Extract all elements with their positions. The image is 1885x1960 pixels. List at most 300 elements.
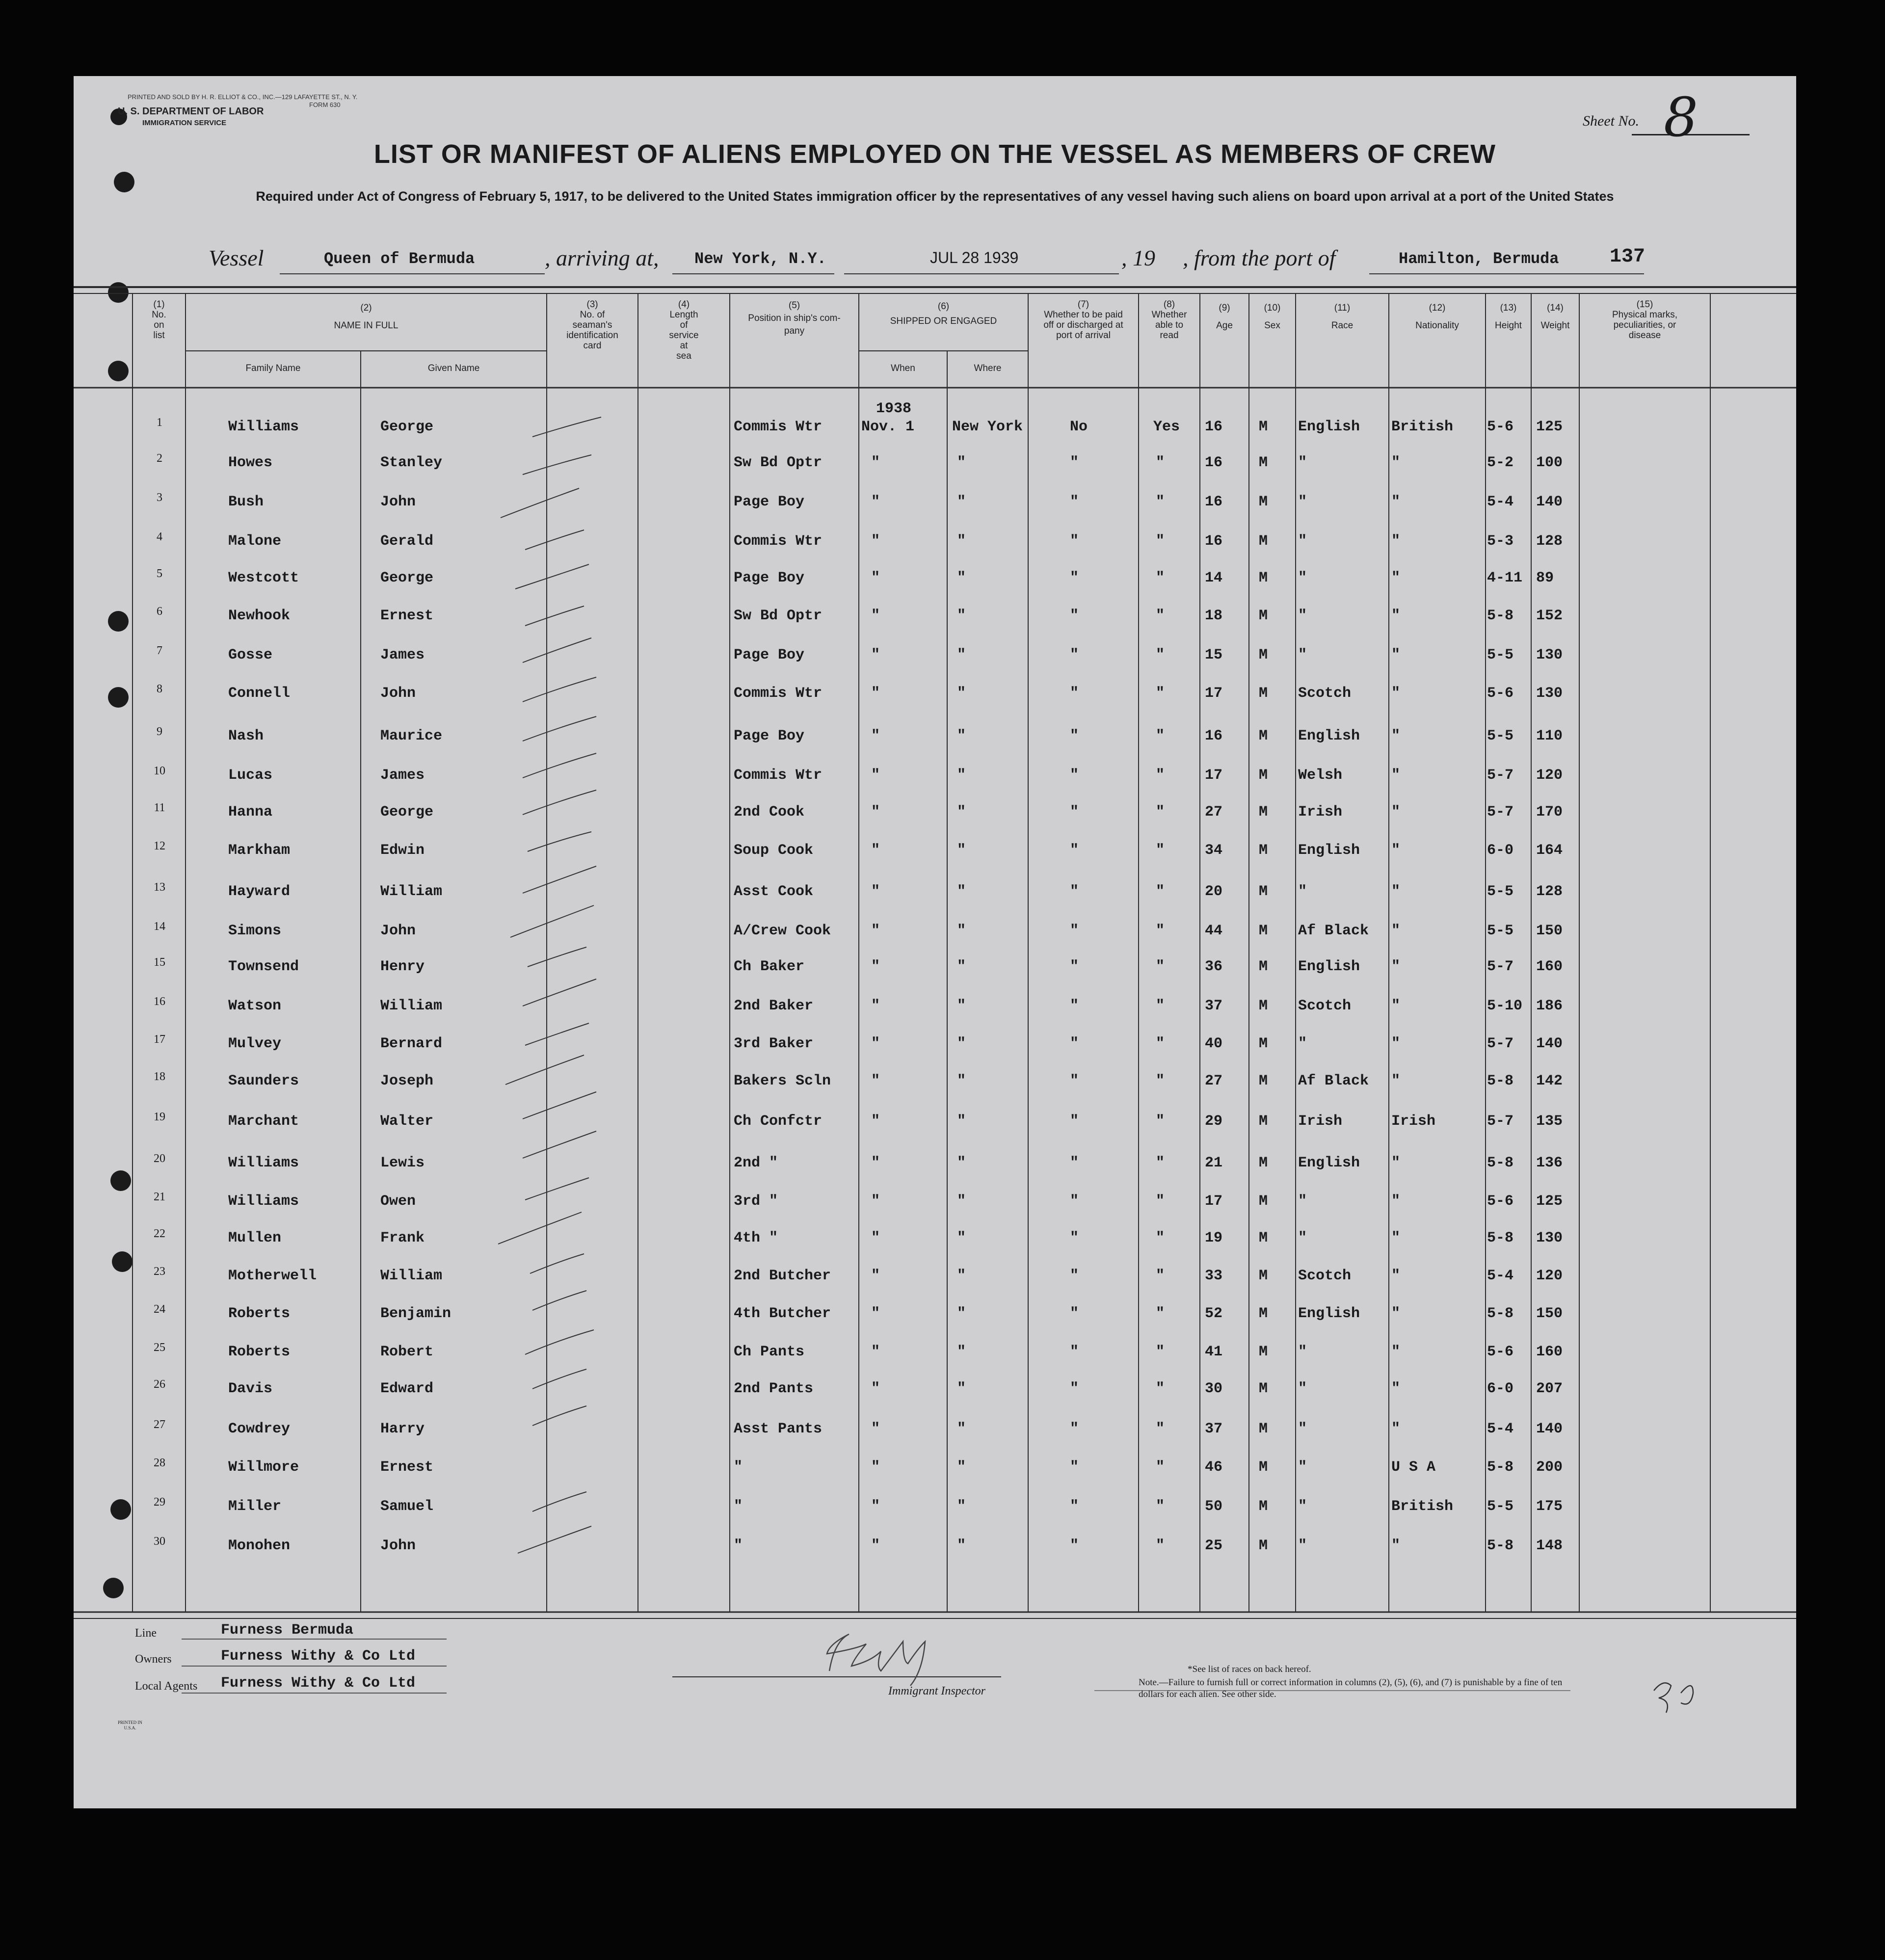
cell-read: " — [1156, 454, 1165, 471]
cell-position: 2nd " — [734, 1155, 778, 1171]
cell-given: James — [380, 647, 425, 663]
col-header-nationality: (12) Nationality — [1415, 303, 1459, 331]
cell-read: " — [1156, 1421, 1165, 1437]
cell-paid: " — [1070, 1268, 1079, 1284]
col-header-age: (9) Age — [1216, 303, 1233, 331]
cell-given: Frank — [380, 1230, 425, 1246]
cell-position: 2nd Baker — [734, 998, 814, 1014]
cell-nat: " — [1391, 998, 1401, 1014]
col-header-weight: (14) Weight — [1540, 303, 1570, 331]
cell-when: Nov. 1 — [861, 419, 915, 435]
cell-position: " — [734, 1537, 743, 1554]
cell-sex: M — [1259, 494, 1268, 510]
cell-sex: M — [1259, 1421, 1268, 1437]
cell-age: 34 — [1205, 842, 1223, 859]
cell-paid: " — [1070, 842, 1079, 859]
cell-sex: M — [1259, 1537, 1268, 1554]
row-number: 2 — [157, 452, 162, 465]
cell-given: Henry — [380, 958, 425, 975]
cell-height: 6-0 — [1487, 842, 1514, 859]
cell-sex: M — [1259, 1459, 1268, 1476]
cell-paid: " — [1070, 1230, 1079, 1246]
cell-sex: M — [1259, 454, 1268, 471]
cell-age: 25 — [1205, 1537, 1223, 1554]
arriving-label: , arriving at, — [545, 245, 659, 270]
page-subtitle: Required under Act of Congress of February 5, 1917, to be delivered to the United States immigration officer by the representatives of any vessel having such aliens on board upon arrival at a port of the United States — [256, 189, 1614, 204]
cell-race: Af Black — [1298, 923, 1369, 939]
cell-race: Af Black — [1298, 1073, 1369, 1089]
cell-where: " — [957, 1537, 966, 1554]
cell-nat: " — [1391, 728, 1401, 744]
col-header-number: (1) No. on list — [152, 299, 166, 341]
cell-where: " — [957, 1113, 966, 1130]
cell-nat: British — [1391, 1498, 1454, 1515]
cell-height: 5-3 — [1487, 533, 1514, 550]
cell-height: 5-7 — [1487, 804, 1514, 821]
shipped-year: 1938 — [876, 400, 912, 417]
cell-read: " — [1156, 923, 1165, 939]
cell-family: Townsend — [228, 958, 299, 975]
cell-height: 5-8 — [1487, 1073, 1514, 1089]
field-underline — [844, 273, 1119, 274]
cell-sex: M — [1259, 923, 1268, 939]
cell-nat: " — [1391, 1035, 1401, 1052]
row-number: 5 — [157, 567, 162, 580]
cell-read: " — [1156, 1498, 1165, 1515]
cell-nat: " — [1391, 767, 1401, 784]
cell-age: 30 — [1205, 1380, 1223, 1397]
cell-height: 5-8 — [1487, 1230, 1514, 1246]
cell-weight: 152 — [1536, 608, 1563, 624]
cell-position: 4th " — [734, 1230, 778, 1246]
cell-position: 3rd " — [734, 1193, 778, 1210]
cell-nat: " — [1391, 454, 1401, 471]
cell-weight: 142 — [1536, 1073, 1563, 1089]
vessel-label: Vessel — [209, 245, 264, 270]
cell-position: Sw Bd Optr — [734, 608, 823, 624]
year-label: , 19 — [1121, 245, 1155, 270]
sheet-number: 8 — [1664, 86, 1698, 149]
cell-given: James — [380, 767, 425, 784]
cell-paid: " — [1070, 454, 1079, 471]
cell-read: " — [1156, 1268, 1165, 1284]
cell-where: " — [957, 842, 966, 859]
cell-when: " — [871, 647, 880, 663]
cell-sex: M — [1259, 608, 1268, 624]
cell-paid: " — [1070, 923, 1079, 939]
cell-when: " — [871, 608, 880, 624]
cell-given: Harry — [380, 1421, 425, 1437]
cell-paid: " — [1070, 685, 1079, 702]
cell-when: " — [871, 685, 880, 702]
arrival-port: New York, N.Y. — [694, 250, 826, 268]
cell-where: " — [957, 1305, 966, 1322]
cell-age: 52 — [1205, 1305, 1223, 1322]
department-name: U. S. DEPARTMENT OF LABOR — [118, 106, 264, 117]
cell-race: " — [1298, 570, 1307, 586]
cell-family: Williams — [228, 1193, 299, 1210]
cell-race: " — [1298, 1459, 1307, 1476]
cell-race: Welsh — [1298, 767, 1343, 784]
cell-race: " — [1298, 454, 1307, 471]
cell-position: Page Boy — [734, 728, 805, 744]
cell-sex: M — [1259, 1113, 1268, 1130]
cell-weight: 186 — [1536, 998, 1563, 1014]
cell-given: George — [380, 804, 434, 821]
cell-where: " — [957, 1344, 966, 1360]
cell-age: 27 — [1205, 804, 1223, 821]
cell-race: English — [1298, 728, 1360, 744]
cell-read: " — [1156, 1344, 1165, 1360]
field-underline — [280, 273, 545, 274]
cell-nat: " — [1391, 1537, 1401, 1554]
voyage-line — [74, 243, 1796, 277]
cell-height: 5-6 — [1487, 685, 1514, 702]
cell-where: " — [957, 1459, 966, 1476]
cell-sex: M — [1259, 1344, 1268, 1360]
cell-position: 2nd Butcher — [734, 1268, 831, 1284]
row-number: 19 — [154, 1111, 165, 1123]
cell-height: 5-10 — [1487, 998, 1523, 1014]
cell-age: 20 — [1205, 883, 1223, 900]
cell-given: Samuel — [380, 1498, 434, 1515]
cell-sex: M — [1259, 533, 1268, 550]
cell-age: 40 — [1205, 1035, 1223, 1052]
field-underline — [672, 273, 834, 274]
cell-sex: M — [1259, 685, 1268, 702]
cell-age: 33 — [1205, 1268, 1223, 1284]
cell-sex: M — [1259, 1230, 1268, 1246]
cell-when: " — [871, 1498, 880, 1515]
cell-weight: 140 — [1536, 1421, 1563, 1437]
cell-paid: " — [1070, 728, 1079, 744]
cell-read: " — [1156, 1305, 1165, 1322]
cell-paid: " — [1070, 1035, 1079, 1052]
races-note: *See list of races on back hereof. — [1188, 1664, 1311, 1674]
row-number: 7 — [157, 644, 162, 657]
row-number: 26 — [154, 1378, 165, 1391]
cell-position: Page Boy — [734, 494, 805, 510]
cell-nat: " — [1391, 923, 1401, 939]
cell-family: Roberts — [228, 1305, 291, 1322]
row-number: 22 — [154, 1227, 165, 1240]
cell-paid: " — [1070, 1155, 1079, 1171]
cell-nat: " — [1391, 1193, 1401, 1210]
row-number: 29 — [154, 1496, 165, 1509]
cell-position: " — [734, 1459, 743, 1476]
cell-sex: M — [1259, 842, 1268, 859]
cell-given: Stanley — [380, 454, 443, 471]
cell-race: Irish — [1298, 804, 1343, 821]
cell-family: Howes — [228, 454, 273, 471]
cell-paid: " — [1070, 1537, 1079, 1554]
cell-where: New York — [952, 419, 1023, 435]
cell-race: " — [1298, 1035, 1307, 1052]
cell-read: " — [1156, 685, 1165, 702]
cell-sex: M — [1259, 647, 1268, 663]
row-number: 30 — [154, 1535, 165, 1548]
cell-age: 17 — [1205, 1193, 1223, 1210]
cell-position: Bakers Scln — [734, 1073, 831, 1089]
cell-age: 16 — [1205, 454, 1223, 471]
punch-hole — [110, 1170, 131, 1191]
punch-hole — [108, 687, 129, 708]
cell-nat: " — [1391, 1380, 1401, 1397]
cell-race: English — [1298, 842, 1360, 859]
col-header-paid-off: (7) Whether to be paid off or discharged at port of arrival — [1043, 299, 1123, 341]
manifest-sheet — [74, 76, 1796, 1808]
cell-position: Commis Wtr — [734, 419, 823, 435]
col-header-position: (5) Position in ship's com- pany — [748, 300, 841, 336]
cell-height: 5-6 — [1487, 419, 1514, 435]
punch-hole — [108, 611, 129, 632]
cell-where: " — [957, 958, 966, 975]
cell-position: A/Crew Cook — [734, 923, 831, 939]
cell-when: " — [871, 842, 880, 859]
cell-position: Page Boy — [734, 647, 805, 663]
cell-nat: " — [1391, 1421, 1401, 1437]
cell-when: " — [871, 767, 880, 784]
cell-nat: " — [1391, 494, 1401, 510]
cell-nat: U S A — [1391, 1459, 1436, 1476]
cell-when: " — [871, 1035, 880, 1052]
cell-weight: 140 — [1536, 1035, 1563, 1052]
cell-race: " — [1298, 1230, 1307, 1246]
cell-height: 5-8 — [1487, 1537, 1514, 1554]
cell-paid: " — [1070, 1344, 1079, 1360]
cell-height: 5-5 — [1487, 647, 1514, 663]
cell-age: 44 — [1205, 923, 1223, 939]
cell-family: Miller — [228, 1498, 282, 1515]
cell-nat: " — [1391, 1268, 1401, 1284]
row-number: 18 — [154, 1070, 165, 1083]
cell-paid: " — [1070, 570, 1079, 586]
cell-read: " — [1156, 570, 1165, 586]
voyage-number: 137 — [1610, 246, 1646, 268]
cell-sex: M — [1259, 1268, 1268, 1284]
cell-given: Maurice — [380, 728, 443, 744]
cell-family: Nash — [228, 728, 264, 744]
cell-read: " — [1156, 1230, 1165, 1246]
col-header-shipped: (6) SHIPPED OR ENGAGED — [890, 301, 997, 326]
arrival-date-stamp: JUL 28 1939 — [930, 249, 1019, 266]
cell-nat: " — [1391, 1073, 1401, 1089]
cell-weight: 140 — [1536, 494, 1563, 510]
department-heading — [118, 106, 264, 129]
cell-when: " — [871, 923, 880, 939]
owners-value: Furness Withy & Co Ltd — [221, 1648, 416, 1665]
col-header-length-of-service: (4) Length of service at sea — [669, 299, 699, 361]
cell-height: 5-5 — [1487, 883, 1514, 900]
cell-nat: " — [1391, 804, 1401, 821]
cell-where: " — [957, 998, 966, 1014]
cell-race: Scotch — [1298, 1268, 1352, 1284]
cell-read: " — [1156, 1537, 1165, 1554]
cell-age: 18 — [1205, 608, 1223, 624]
cell-when: " — [871, 1155, 880, 1171]
cell-where: " — [957, 1230, 966, 1246]
cell-family: Williams — [228, 1155, 299, 1171]
row-number: 8 — [157, 683, 162, 695]
cell-where: " — [957, 1498, 966, 1515]
cell-age: 46 — [1205, 1459, 1223, 1476]
cell-paid: " — [1070, 533, 1079, 550]
cell-race: " — [1298, 494, 1307, 510]
cell-when: " — [871, 1230, 880, 1246]
cell-race: " — [1298, 1498, 1307, 1515]
cell-paid: " — [1070, 608, 1079, 624]
cell-when: " — [871, 1073, 880, 1089]
cell-sex: M — [1259, 958, 1268, 975]
cell-weight: 110 — [1536, 728, 1563, 744]
cell-when: " — [871, 1268, 880, 1284]
vessel-name: Queen of Bermuda — [324, 250, 475, 268]
cell-height: 5-5 — [1487, 923, 1514, 939]
cell-nat: " — [1391, 883, 1401, 900]
row-number: 27 — [154, 1418, 165, 1431]
cell-given: Robert — [380, 1344, 434, 1360]
cell-sex: M — [1259, 570, 1268, 586]
cell-read: " — [1156, 767, 1165, 784]
cell-weight: 130 — [1536, 685, 1563, 702]
cell-given: William — [380, 998, 443, 1014]
cell-family: Watson — [228, 998, 282, 1014]
cell-sex: M — [1259, 1380, 1268, 1397]
cell-weight: 150 — [1536, 923, 1563, 939]
cell-family: Roberts — [228, 1344, 291, 1360]
cell-paid: " — [1070, 1113, 1079, 1130]
cell-position: Ch Baker — [734, 958, 805, 975]
local-agents-label: Local Agents — [135, 1680, 198, 1693]
cell-race: Irish — [1298, 1113, 1343, 1130]
cell-age: 37 — [1205, 1421, 1223, 1437]
cell-weight: 150 — [1536, 1305, 1563, 1322]
cell-family: Davis — [228, 1380, 273, 1397]
departure-port: Hamilton, Bermuda — [1399, 250, 1559, 268]
cell-age: 17 — [1205, 685, 1223, 702]
cell-family: Malone — [228, 533, 282, 550]
cell-position: Ch Confctr — [734, 1113, 823, 1130]
cell-race: " — [1298, 1421, 1307, 1437]
cell-given: Edward — [380, 1380, 434, 1397]
cell-nat: " — [1391, 1344, 1401, 1360]
cell-when: " — [871, 570, 880, 586]
cell-nat: Irish — [1391, 1113, 1436, 1130]
cell-height: 5-5 — [1487, 728, 1514, 744]
cell-read: " — [1156, 494, 1165, 510]
cell-weight: 125 — [1536, 1193, 1563, 1210]
row-number: 23 — [154, 1265, 165, 1278]
cell-family: Connell — [228, 685, 291, 702]
cell-position: Soup Cook — [734, 842, 814, 859]
cell-paid: " — [1070, 804, 1079, 821]
cell-where: " — [957, 570, 966, 586]
printer-line: PRINTED AND SOLD BY H. R. ELLIOT & CO., INC.—129 LAFAYETTE ST., N. Y. — [128, 93, 358, 101]
cell-when: " — [871, 1113, 880, 1130]
row-number: 3 — [157, 491, 162, 504]
punch-hole — [108, 282, 129, 303]
cell-given: Benjamin — [380, 1305, 451, 1322]
cell-height: 6-0 — [1487, 1380, 1514, 1397]
cell-height: 5-7 — [1487, 1113, 1514, 1130]
cell-family: Monohen — [228, 1537, 291, 1554]
check-marks — [498, 417, 601, 1553]
cell-family: Willmore — [228, 1459, 299, 1476]
cell-age: 15 — [1205, 647, 1223, 663]
cell-position: Page Boy — [734, 570, 805, 586]
cell-given: Edwin — [380, 842, 425, 859]
cell-when: " — [871, 1305, 880, 1322]
punch-hole — [110, 1499, 131, 1520]
cell-nat: " — [1391, 1155, 1401, 1171]
cell-read: " — [1156, 1459, 1165, 1476]
cell-race: " — [1298, 533, 1307, 550]
cell-nat: " — [1391, 842, 1401, 859]
cell-where: " — [957, 1380, 966, 1397]
cell-age: 36 — [1205, 958, 1223, 975]
cell-given: Gerald — [380, 533, 434, 550]
cell-sex: M — [1259, 804, 1268, 821]
cell-position: Commis Wtr — [734, 685, 823, 702]
cell-family: Gosse — [228, 647, 273, 663]
cell-family: Marchant — [228, 1113, 299, 1130]
cell-position: Ch Pants — [734, 1344, 805, 1360]
row-number: 13 — [154, 881, 165, 894]
cell-position: Asst Cook — [734, 883, 814, 900]
cell-family: Cowdrey — [228, 1421, 291, 1437]
cell-given: Walter — [380, 1113, 434, 1130]
cell-paid: " — [1070, 767, 1079, 784]
cell-paid: " — [1070, 883, 1079, 900]
cell-height: 5-7 — [1487, 958, 1514, 975]
cell-weight: 128 — [1536, 533, 1563, 550]
cell-where: " — [957, 1193, 966, 1210]
cell-where: " — [957, 728, 966, 744]
cell-weight: 136 — [1536, 1155, 1563, 1171]
cell-paid: " — [1070, 1380, 1079, 1397]
cell-weight: 120 — [1536, 767, 1563, 784]
cell-position: 2nd Pants — [734, 1380, 814, 1397]
cell-read: " — [1156, 1113, 1165, 1130]
cell-where: " — [957, 647, 966, 663]
page-title: LIST OR MANIFEST OF ALIENS EMPLOYED ON THE VESSEL AS MEMBERS OF CREW — [373, 139, 1496, 169]
row-number: 28 — [154, 1457, 165, 1469]
count-mark — [1654, 1683, 1693, 1713]
cell-read: " — [1156, 1380, 1165, 1397]
col-header-sex: (10) Sex — [1264, 303, 1281, 331]
cell-paid: " — [1070, 1498, 1079, 1515]
cell-read: " — [1156, 1035, 1165, 1052]
cell-nat: British — [1391, 419, 1454, 435]
cell-age: 21 — [1205, 1155, 1223, 1171]
row-number: 9 — [157, 725, 162, 738]
cell-paid: " — [1070, 1421, 1079, 1437]
cell-read: " — [1156, 883, 1165, 900]
cell-family: Westcott — [228, 570, 299, 586]
cell-given: George — [380, 419, 434, 435]
cell-read: " — [1156, 533, 1165, 550]
field-underline — [1369, 273, 1644, 274]
cell-family: Mullen — [228, 1230, 282, 1246]
cell-where: " — [957, 1035, 966, 1052]
cell-race: English — [1298, 1305, 1360, 1322]
local-agents-value: Furness Withy & Co Ltd — [221, 1675, 416, 1692]
cell-weight: 128 — [1536, 883, 1563, 900]
owners-label: Owners — [135, 1653, 172, 1666]
line-label: Line — [135, 1627, 157, 1640]
cell-position: 3rd Baker — [734, 1035, 814, 1052]
cell-given: Joseph — [380, 1073, 434, 1089]
